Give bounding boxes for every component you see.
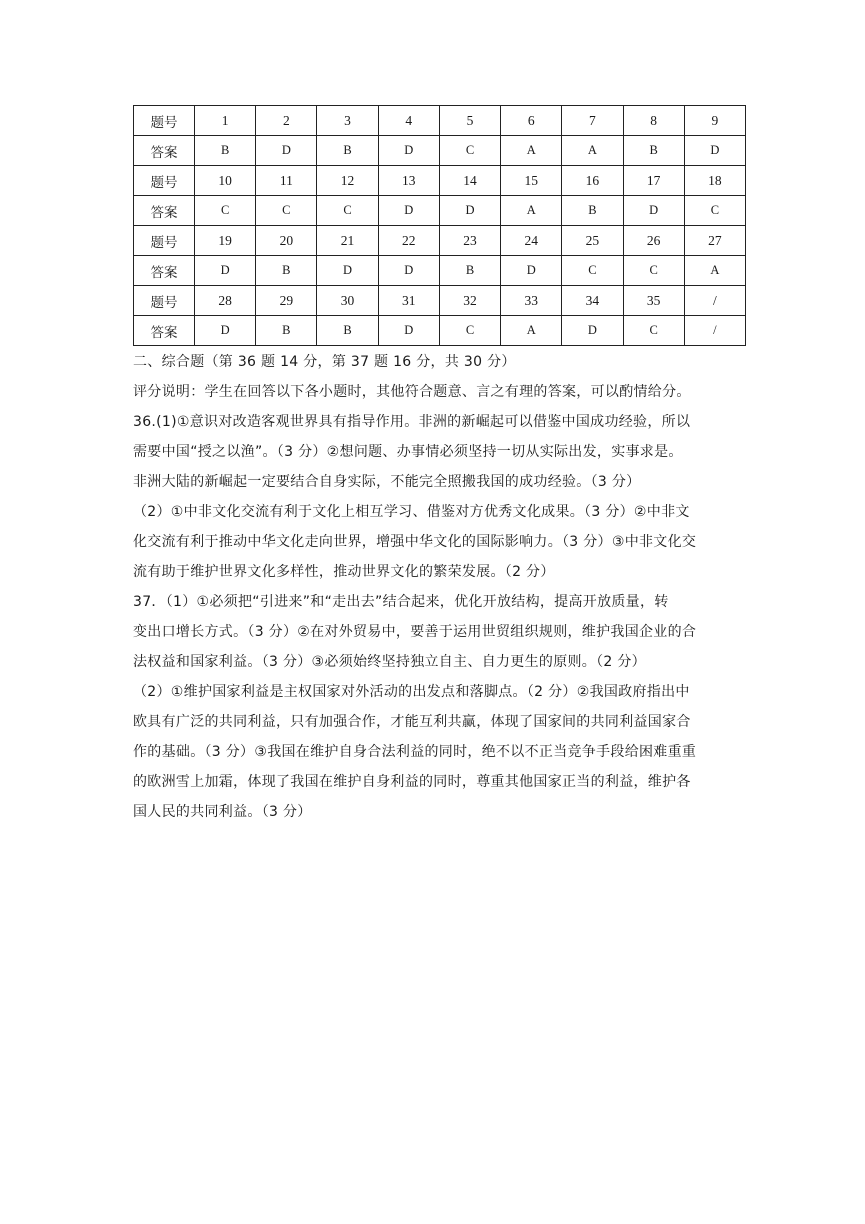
paragraph-line: 欧具有广泛的共同利益，只有加强合作，才能互利共赢，体现了国家间的共同利益国家合 — [133, 714, 691, 730]
answer-text-body — [133, 347, 751, 827]
question-number-cell: / — [684, 286, 745, 316]
question-number-cell: 17 — [623, 166, 684, 196]
answer-cell: B — [562, 196, 623, 226]
question-number-cell: 7 — [562, 106, 623, 136]
question-number-row — [134, 166, 746, 196]
question-number-cell: 22 — [378, 226, 439, 256]
answer-cell: / — [684, 316, 745, 346]
question-number-cell: 12 — [317, 166, 378, 196]
answer-cell: A — [684, 256, 745, 286]
answer-cell: D — [378, 316, 439, 346]
answer-cell: D — [378, 136, 439, 166]
answer-cell: D — [562, 316, 623, 346]
answer-label: 答案 — [134, 316, 195, 346]
question-number-cell: 8 — [623, 106, 684, 136]
question-number-cell: 31 — [378, 286, 439, 316]
answer-cell: B — [317, 136, 378, 166]
answer-cell: B — [439, 256, 500, 286]
paragraph-line: 的欧洲雪上加霜，体现了我国在维护自身利益的同时，尊重其他国家正当的利益，维护各 — [133, 774, 691, 790]
answer-key-table-body — [134, 106, 746, 346]
paragraph-line: 需要中国“授之以渔”。（3 分）②想问题、办事情必须坚持一切从实际出发，实事求是。 — [133, 444, 683, 460]
question-36-part-2 — [133, 497, 751, 587]
question-number-cell: 10 — [195, 166, 256, 196]
paragraph-line: 国人民的共同利益。（3 分） — [133, 804, 312, 820]
question-number-cell: 13 — [378, 166, 439, 196]
answer-cell: D — [317, 256, 378, 286]
question-37-part-1 — [133, 587, 751, 677]
question-37-part-2 — [133, 677, 751, 827]
question-number-cell: 21 — [317, 226, 378, 256]
question-number-cell: 2 — [256, 106, 317, 136]
question-number-label: 题号 — [134, 106, 195, 136]
question-number-cell: 32 — [439, 286, 500, 316]
answer-cell: D — [501, 256, 562, 286]
paragraph-line: （2）①中非文化交流有利于文化上相互学习、借鉴对方优秀文化成果。（3 分）②中非文 — [133, 504, 690, 520]
question-number-row — [134, 226, 746, 256]
question-number-cell: 27 — [684, 226, 745, 256]
question-number-row — [134, 106, 746, 136]
question-number-cell: 15 — [501, 166, 562, 196]
answer-cell: C — [562, 256, 623, 286]
answer-cell: C — [623, 256, 684, 286]
paragraph-line: 作的基础。（3 分）③我国在维护自身合法利益的同时，绝不以不正当竞争手段给困难重重 — [133, 744, 697, 760]
question-number-cell: 18 — [684, 166, 745, 196]
question-number-cell: 26 — [623, 226, 684, 256]
answer-row — [134, 136, 746, 166]
answer-row — [134, 256, 746, 286]
answer-cell: A — [501, 316, 562, 346]
answer-cell: A — [501, 196, 562, 226]
answer-cell: C — [195, 196, 256, 226]
answer-cell: B — [195, 136, 256, 166]
answer-cell: C — [256, 196, 317, 226]
answer-cell: A — [562, 136, 623, 166]
question-number-cell: 16 — [562, 166, 623, 196]
question-number-cell: 11 — [256, 166, 317, 196]
question-number-cell: 9 — [684, 106, 745, 136]
paragraph-line: 流有助于维护世界文化多样性，推动世界文化的繁荣发展。（2 分） — [133, 564, 555, 580]
answer-cell: A — [501, 136, 562, 166]
question-number-cell: 24 — [501, 226, 562, 256]
answer-cell: B — [623, 136, 684, 166]
question-number-label: 题号 — [134, 166, 195, 196]
answer-cell: C — [439, 136, 500, 166]
answer-cell: C — [623, 316, 684, 346]
question-number-cell: 30 — [317, 286, 378, 316]
paragraph-line: 36.(1)①意识对改造客观世界具有指导作用。非洲的新崛起可以借鉴中国成功经验，所以 — [133, 414, 691, 430]
answer-cell: C — [317, 196, 378, 226]
paragraph-line: 37．（1）①必须把“引进来”和“走出去”结合起来，优化开放结构，提高开放质量，转 — [133, 594, 669, 610]
answer-cell: D — [378, 256, 439, 286]
answer-cell: B — [256, 256, 317, 286]
answer-cell: B — [256, 316, 317, 346]
question-number-cell: 3 — [317, 106, 378, 136]
answer-cell: D — [195, 256, 256, 286]
scoring-note: 评分说明：学生在回答以下各小题时，其他符合题意、言之有理的答案，可以酌情给分。 — [133, 384, 691, 400]
answer-cell: D — [439, 196, 500, 226]
answer-label: 答案 — [134, 136, 195, 166]
question-number-cell: 33 — [501, 286, 562, 316]
answer-cell: D — [378, 196, 439, 226]
paragraph-line: （2）①维护国家利益是主权国家对外活动的出发点和落脚点。（2 分）②我国政府指出中 — [133, 684, 690, 700]
section-title: 二、综合题（第 36 题 14 分，第 37 题 16 分，共 30 分） — [133, 354, 516, 370]
answer-label: 答案 — [134, 196, 195, 226]
question-number-cell: 23 — [439, 226, 500, 256]
question-number-cell: 14 — [439, 166, 500, 196]
answer-row — [134, 316, 746, 346]
answer-cell: B — [317, 316, 378, 346]
answer-row — [134, 196, 746, 226]
paragraph-line: 变出口增长方式。（3 分）②在对外贸易中，要善于运用世贸组织规则，维护我国企业的合 — [133, 624, 697, 640]
paragraph-line: 法权益和国家利益。（3 分）③必须始终坚持独立自主、自力更生的原则。（2 分） — [133, 654, 646, 670]
question-36-part-1 — [133, 407, 751, 497]
question-number-cell: 28 — [195, 286, 256, 316]
question-number-cell: 5 — [439, 106, 500, 136]
question-number-cell: 1 — [195, 106, 256, 136]
answer-cell: C — [684, 196, 745, 226]
answer-key-table — [133, 105, 746, 346]
question-number-label: 题号 — [134, 286, 195, 316]
answer-cell: D — [684, 136, 745, 166]
paragraph-line: 非洲大陆的新崛起一定要结合自身实际，不能完全照搬我国的成功经验。（3 分） — [133, 474, 641, 490]
answer-cell: D — [256, 136, 317, 166]
question-number-cell: 34 — [562, 286, 623, 316]
answer-label: 答案 — [134, 256, 195, 286]
question-number-label: 题号 — [134, 226, 195, 256]
question-number-cell: 25 — [562, 226, 623, 256]
question-number-cell: 4 — [378, 106, 439, 136]
question-number-cell: 6 — [501, 106, 562, 136]
question-number-cell: 29 — [256, 286, 317, 316]
question-number-cell: 19 — [195, 226, 256, 256]
question-number-row — [134, 286, 746, 316]
paragraph-line: 化交流有利于推动中华文化走向世界，增强中华文化的国际影响力。（3 分）③中非文化交 — [133, 534, 697, 550]
question-number-cell: 20 — [256, 226, 317, 256]
answer-cell: C — [439, 316, 500, 346]
answer-cell: D — [195, 316, 256, 346]
question-number-cell: 35 — [623, 286, 684, 316]
answer-cell: D — [623, 196, 684, 226]
